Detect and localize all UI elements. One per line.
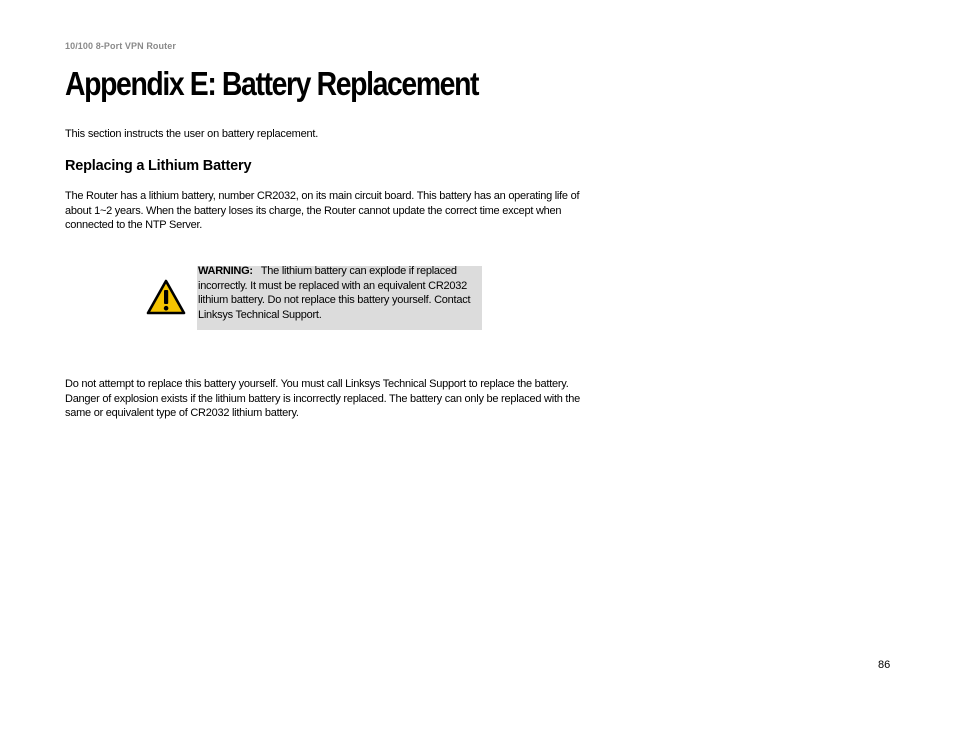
warning-message: The lithium battery can explode if replaced incorrectly. It must be replaced with an equivalent CR2032 lithium battery. Do not replace this battery yourself. Contact Linksys Technical Support. xyxy=(198,265,471,321)
warning-label: WARNING: xyxy=(198,265,253,277)
page-title: Appendix E: Battery Replacement xyxy=(65,65,479,102)
warning-note xyxy=(198,264,482,322)
battery-description-paragraph: The Router has a lithium battery, number CR2032, on its main circuit board. This battery has an operating life of about 1~2 years. When the battery loses its charge, the Router cannot update the correct time except when connected to the NTP Server. xyxy=(65,190,580,232)
page-number: 86 xyxy=(878,659,891,671)
warning-triangle-icon xyxy=(146,279,186,315)
replacement-instructions-paragraph: Do not attempt to replace this battery yourself. You must call Linksys Technical Support to replace the battery. Danger of explosion exists if the lithium battery is incorrectly replaced. The battery can only be replaced with the same or equivalent type of CR2032 lithium battery. xyxy=(65,378,580,420)
running-header: 10/100 8-Port VPN Router xyxy=(65,41,176,51)
section-heading: Replacing a Lithium Battery xyxy=(65,158,252,174)
intro-text: This section instructs the user on battery replacement. xyxy=(65,128,319,140)
